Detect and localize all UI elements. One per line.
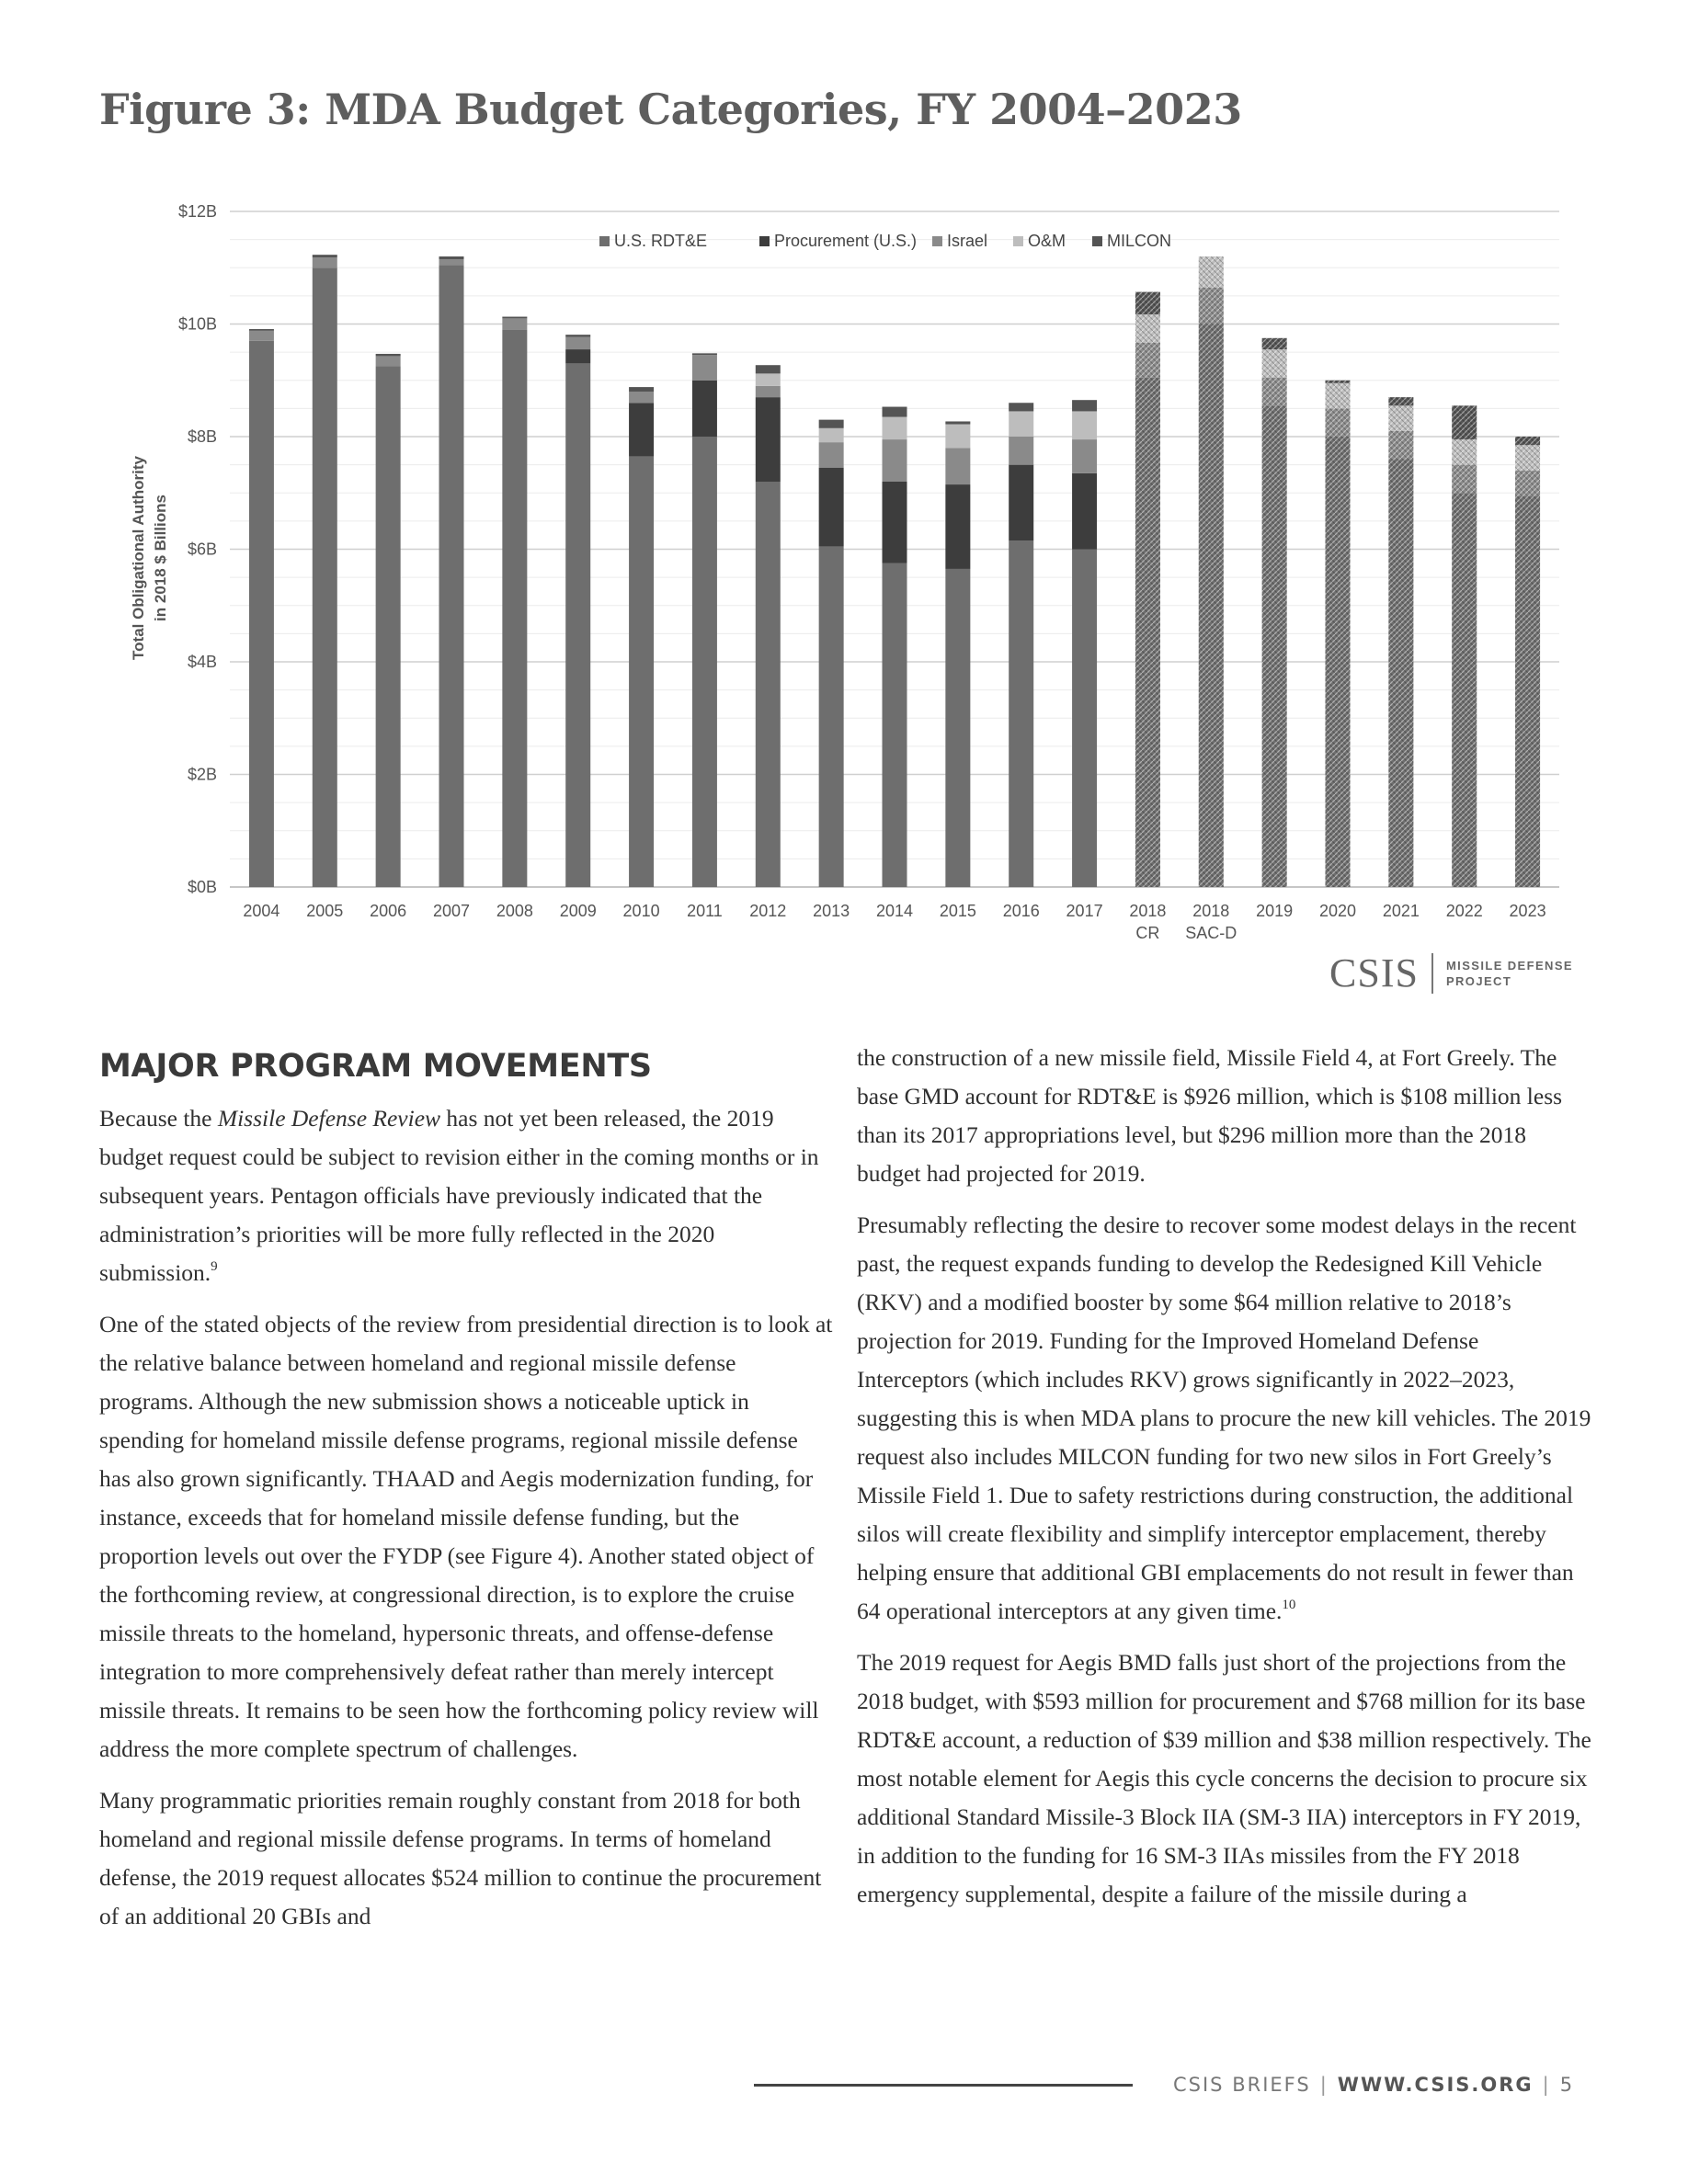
legend-swatch — [599, 236, 610, 246]
bar-segment — [1072, 473, 1097, 550]
bar-segment — [819, 428, 844, 442]
bar-segment — [313, 257, 337, 267]
x-tick-label: 2018 — [1192, 902, 1230, 920]
bar-segment — [565, 363, 590, 887]
y-tick-label: $12B — [177, 202, 217, 221]
x-tick-label: 2011 — [687, 902, 723, 920]
bar-segment-hatch — [1326, 383, 1351, 409]
x-tick-label: 2015 — [939, 902, 976, 920]
bar-segment — [756, 373, 781, 385]
bar-segment — [439, 256, 464, 259]
x-tick-label: 2021 — [1382, 902, 1420, 920]
csis-wordmark: CSIS — [1329, 950, 1419, 995]
x-tick-label: 2017 — [1066, 902, 1103, 920]
paragraph: The 2019 request for Aegis BMD falls just short of the projections from the 2018 budget, with $593 million for procurement and $768 million for its base RDT&E account, a reduction of $39 million and $38 million respectively. The most notable element for Aegis this cycle concerns the decision to procure six additional Standard Missile-3 Block IIA (SM-3 IIA) interceptors in FY 2019, in addition to the funding for 16 SM-3 IIAs missiles from the FY 2018 emergency supplemental, despite a failure of the missile during a — [857, 1649, 1591, 1907]
legend-label: Israel — [947, 232, 988, 250]
footnote-ref: 10 — [1282, 1597, 1296, 1612]
bar-segment-hatch — [1199, 324, 1224, 888]
x-tick-label: 2004 — [243, 902, 280, 920]
bar-segment — [502, 318, 527, 329]
y-tick-label: $8B — [187, 427, 217, 446]
bar-segment-hatch — [1452, 465, 1477, 494]
x-tick-label: CR — [1135, 924, 1160, 942]
legend-label: MILCON — [1107, 232, 1172, 250]
bar-segment — [819, 420, 844, 428]
bar-segment — [376, 366, 401, 887]
x-tick-label: 2016 — [1002, 902, 1040, 920]
logo-divider — [1431, 953, 1433, 994]
x-axis-ticks — [243, 902, 1545, 942]
x-tick-label: 2018 — [1129, 902, 1167, 920]
bar-segment-hatch — [1515, 445, 1540, 471]
bar-segment-hatch — [1515, 495, 1540, 887]
bar-segment — [692, 355, 717, 381]
bar-segment — [945, 484, 970, 569]
x-tick-label: 2019 — [1256, 902, 1294, 920]
footer-url-link[interactable]: WWW.CSIS.ORG — [1337, 2074, 1534, 2096]
bar-segment — [692, 437, 717, 887]
legend — [599, 232, 1171, 250]
bar-segment — [1009, 403, 1033, 411]
bar-segment-hatch — [1135, 314, 1160, 343]
bar-segment — [1009, 437, 1033, 465]
x-tick-label: 2008 — [496, 902, 533, 920]
x-tick-label: 2012 — [749, 902, 787, 920]
x-tick-label: 2010 — [622, 902, 660, 920]
y-tick-label: $4B — [187, 653, 217, 671]
bar-segment — [565, 335, 590, 336]
bar-segment — [819, 442, 844, 468]
paragraph: One of the stated objects of the review from presidential direction is to look at the relative balance between homeland and regional missile defense programs. Although the new submission shows a noticeable uptick in spending for homeland missile defense programs, regional missile defense has also grown significantly. THAAD and Aegis modernization funding, for instance, exceeds that for homeland missile defense funding, but the proportion levels out over the FYDP (see Figure 4). Another stated object of the forthcoming review, at congressional direction, is to explore the cruise missile threats to the homeland, hypersonic threats, and offense-defense integration to more comprehensively defeat rather than merely intercept missile threats. It remains to be seen how the forthcoming policy review will address the more complete spectrum of challenges. — [99, 1311, 833, 1762]
bar-segment — [376, 356, 401, 366]
bar-segment-hatch — [1135, 343, 1160, 378]
bar-segment — [945, 425, 970, 449]
bar-segment — [1072, 400, 1097, 411]
bar-segment-hatch — [1262, 338, 1287, 349]
bar-segment-hatch — [1388, 405, 1413, 431]
x-tick-label: SAC-D — [1185, 924, 1237, 942]
bar-segment — [439, 259, 464, 265]
footer-rule — [754, 2084, 1133, 2087]
bar-segment — [819, 468, 844, 547]
x-tick-label: 2022 — [1445, 902, 1483, 920]
bar-segment — [692, 353, 717, 355]
y-axis-ticks — [178, 202, 217, 896]
bar-segment-hatch — [1326, 381, 1351, 383]
bar-segment — [502, 317, 527, 319]
bar-segment — [629, 403, 654, 456]
bar-segment-hatch — [1135, 292, 1160, 315]
bar-segment — [692, 381, 717, 437]
paragraph: Presumably reflecting the desire to recover some modest delays in the recent past, the request expands funding to develop the Redesigned Kill Vehicle (RKV) and a modified booster by some $64 million relative to 2018’s projection for 2019. Funding for the Improved Homeland Defense Interceptors (which includes RKV) grows significantly in 2022–2023, suggesting this is when MDA plans to procure the new kill vehicles. The 2019 request also includes MILCON funding for two new silos in Fort Greely’s Missile Field 1. Due to safety restrictions during construction, the additional silos will create flexibility and simplify interceptor emplacement, thereby helping ensure that additional GBI emplacements do not result in fewer than 64 operational interceptors at any given time.$^{10}$ — [857, 1211, 1591, 1624]
bar-segment-hatch — [1135, 378, 1160, 887]
bar-segment-hatch — [1452, 493, 1477, 887]
bar-segment — [756, 386, 781, 397]
bar-segment — [883, 482, 907, 563]
bar-segment-hatch — [1262, 405, 1287, 887]
x-tick-label: 2009 — [559, 902, 597, 920]
bar-segment — [629, 387, 654, 392]
bar-segment — [756, 482, 781, 887]
bar-segment — [945, 448, 970, 484]
bar-segment — [883, 439, 907, 482]
bar-segment-hatch — [1262, 378, 1287, 406]
bar-segment — [565, 337, 590, 349]
bar-segment — [883, 417, 907, 440]
bar-segment-hatch — [1515, 471, 1540, 496]
bar-segment — [502, 330, 527, 887]
article-left-column — [99, 1041, 835, 1949]
bar-segment — [1072, 411, 1097, 439]
bar-segment — [1072, 550, 1097, 888]
bar-segment-hatch — [1452, 405, 1477, 439]
y-tick-label: $10B — [177, 314, 217, 334]
bar-segment — [249, 341, 274, 887]
bar-segment — [1009, 411, 1033, 437]
bar-segment-hatch — [1388, 397, 1413, 405]
bar-segment — [629, 392, 654, 403]
bar-segment — [1072, 439, 1097, 473]
bar-segment-hatch — [1326, 408, 1351, 437]
footer-text: CSIS BRIEFS | WWW.CSIS.ORG | 5 — [1173, 2074, 1575, 2096]
x-tick-label: 2005 — [306, 902, 344, 920]
y-tick-label: $6B — [187, 540, 217, 559]
y-tick-label: $2B — [187, 765, 217, 784]
figure-title: Figure 3: MDA Budget Categories, FY 2004–2023 — [99, 85, 1242, 134]
page-footer — [754, 2066, 1581, 2103]
legend-swatch — [932, 236, 942, 246]
csis-missile-defense-logo — [1329, 950, 1573, 996]
article-right-column — [857, 1039, 1592, 1927]
publication-title: Missile Defense Review — [217, 1105, 441, 1132]
bar-segment — [565, 349, 590, 363]
bar-segment — [945, 569, 970, 887]
bar-segment — [883, 407, 907, 417]
y-axis-title-line2: in 2018 $ Billions — [152, 495, 169, 621]
y-tick-label: $0B — [187, 878, 217, 896]
legend-swatch — [759, 236, 770, 246]
bar-segment-hatch — [1262, 349, 1287, 378]
bar-segment — [945, 421, 970, 424]
bar-segment — [376, 354, 401, 356]
bar-segment — [249, 329, 274, 331]
bar-segment-hatch — [1515, 437, 1540, 445]
bar-segment — [1009, 465, 1033, 541]
y-axis-title-line1: Total Obligational Authority — [130, 456, 147, 660]
bars — [249, 255, 1540, 887]
bar-segment — [883, 563, 907, 887]
bar-segment-hatch — [1388, 460, 1413, 888]
bar-segment-hatch — [1199, 288, 1224, 324]
bar-segment — [249, 331, 274, 341]
bar-segment-hatch — [1326, 437, 1351, 887]
paragraph: the construction of a new missile field, Missile Field 4, at Fort Greely. The base GMD account for RDT&E is $926 million, which is $108 million less than its 2017 appropriations level, but $296 million more than the 2018 budget had projected for 2019. — [857, 1044, 1563, 1187]
footer-label: CSIS BRIEFS — [1173, 2074, 1311, 2096]
logo-tagline: MISSILE DEFENSE PROJECT — [1445, 959, 1573, 988]
bar-segment — [1009, 540, 1033, 887]
paragraph: Because the Missile Defense Review has not yet been released, the 2019 budget request could be subject to revision either in the coming months or in subsequent years. Pentagon officials have previously indicated that the administration’s priorities will be more fully reflected in the 2020 submission.$^9$ — [99, 1105, 819, 1286]
footnote-ref: 9 — [211, 1258, 218, 1274]
x-tick-label: 2023 — [1509, 902, 1546, 920]
legend-label: O&M — [1028, 232, 1066, 250]
x-tick-label: 2006 — [370, 902, 407, 920]
section-heading: MAJOR PROGRAM MOVEMENTS — [99, 1048, 652, 1085]
legend-swatch — [1092, 236, 1102, 246]
x-tick-label: 2007 — [432, 902, 471, 920]
bar-segment — [756, 365, 781, 373]
bar-segment-hatch — [1452, 439, 1477, 465]
page-number: 5 — [1559, 2074, 1575, 2096]
legend-swatch — [1013, 236, 1023, 246]
legend-label: Procurement (U.S.) — [774, 232, 918, 250]
bar-segment — [313, 255, 337, 257]
bar-segment-hatch — [1388, 431, 1413, 460]
x-tick-label: 2014 — [875, 902, 914, 920]
bar-segment — [629, 456, 654, 887]
x-tick-label: 2013 — [813, 902, 850, 920]
bar-segment — [439, 265, 464, 887]
bar-segment-hatch — [1199, 256, 1224, 288]
bar-segment — [819, 546, 844, 887]
bar-segment — [756, 397, 781, 482]
budget-chart — [0, 0, 1688, 1011]
paragraph: Many programmatic priorities remain roughly constant from 2018 for both homeland and regional missile defense programs. In terms of homeland defense, the 2019 request allocates $524 million to continue the procurement of an additional 20 GBIs and — [99, 1787, 822, 1929]
x-tick-label: 2020 — [1318, 902, 1357, 920]
legend-label: U.S. RDT&E — [614, 232, 708, 250]
bar-segment — [313, 267, 337, 887]
